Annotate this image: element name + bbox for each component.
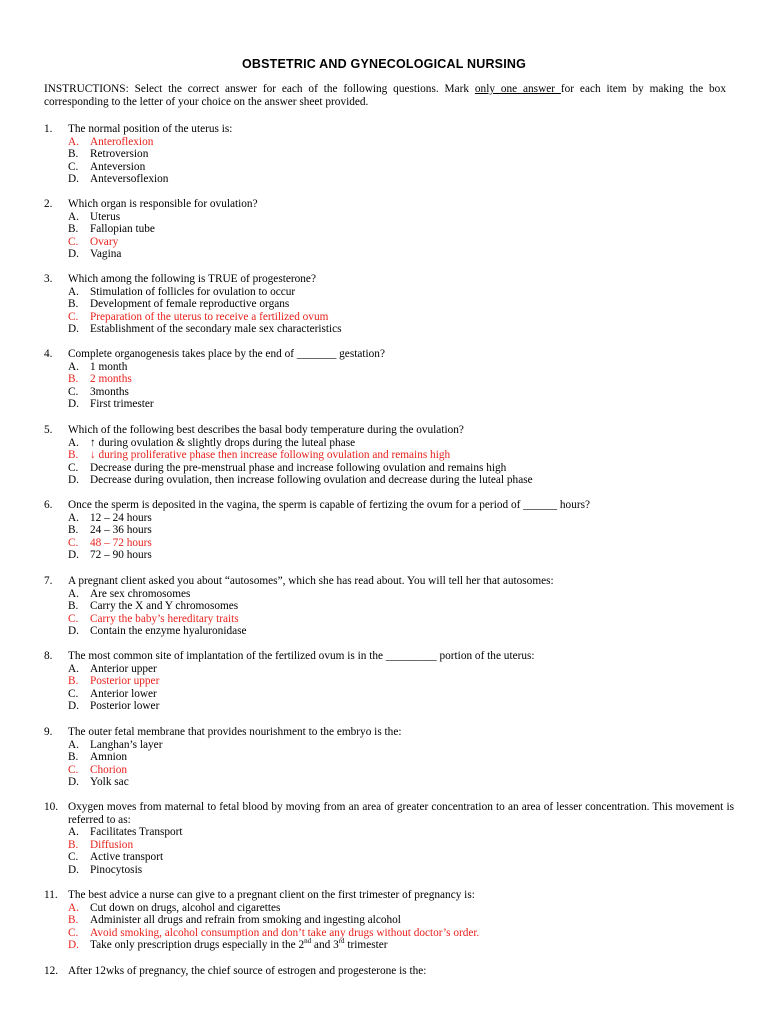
choice-text: Yolk sac bbox=[90, 776, 129, 789]
choice bbox=[44, 939, 734, 952]
choice-letter: C. bbox=[68, 926, 79, 939]
choice-letter: D. bbox=[68, 248, 79, 261]
choice-text: Administer all drugs and refrain from smoking and ingesting alcohol bbox=[90, 914, 401, 927]
choice-letter: D. bbox=[68, 398, 79, 411]
choice-correct bbox=[44, 764, 734, 777]
choice-letter: D. bbox=[68, 474, 79, 487]
instructions bbox=[44, 83, 726, 109]
choice bbox=[44, 902, 734, 915]
choice bbox=[44, 914, 734, 927]
choice bbox=[44, 600, 734, 613]
choice-text: 1 month bbox=[90, 360, 128, 373]
choice-text: Anteversoflexion bbox=[90, 173, 169, 186]
ordinal-suffix: rd bbox=[338, 937, 345, 946]
choice bbox=[44, 386, 734, 399]
choice-text-mid: and 3 bbox=[311, 939, 339, 952]
choice-letter: A. bbox=[68, 662, 79, 675]
choice-correct bbox=[44, 311, 734, 324]
choice-text: Active transport bbox=[90, 851, 164, 864]
choice-text: First trimester bbox=[90, 398, 154, 411]
choice-letter: A. bbox=[68, 901, 79, 914]
choice bbox=[44, 700, 734, 713]
choice bbox=[44, 248, 734, 261]
choice bbox=[44, 826, 734, 839]
question-text: Which of the following best describes the basal body temperature during the ovulation? bbox=[68, 424, 464, 436]
choice-letter: C. bbox=[68, 687, 79, 700]
choice-text: Take only prescription drugs especially in the 2 bbox=[90, 939, 305, 952]
question-7 bbox=[44, 575, 734, 638]
choice-text: Anterior upper bbox=[90, 662, 157, 675]
choice-correct bbox=[44, 927, 734, 940]
choice-text: Anteversion bbox=[90, 160, 146, 173]
choice-text: Langhan’s layer bbox=[90, 738, 163, 751]
choice-letter: B. bbox=[68, 373, 79, 386]
question-text: After 12wks of pregnancy, the chief source of estrogen and progesterone is the: bbox=[68, 965, 427, 977]
choice-correct bbox=[44, 537, 734, 550]
question-3 bbox=[44, 273, 734, 336]
choice-letter: A. bbox=[68, 738, 79, 751]
choice-letter: C. bbox=[68, 763, 79, 776]
choice bbox=[44, 588, 734, 601]
choice bbox=[44, 751, 734, 764]
choice-text: Ovary bbox=[90, 235, 119, 248]
question-9 bbox=[44, 726, 734, 789]
choice-text: 2 months bbox=[90, 373, 132, 386]
choice-letter: D. bbox=[68, 173, 79, 186]
choice-letter: B. bbox=[68, 524, 79, 537]
choice bbox=[44, 437, 734, 450]
choice bbox=[44, 148, 734, 161]
instructions-text: INSTRUCTIONS: Select the correct answer for each of the following questions. Mark bbox=[44, 83, 475, 95]
choice-text: Pinocytosis bbox=[90, 863, 143, 876]
choice-letter: A. bbox=[68, 587, 79, 600]
ordinal-suffix: nd bbox=[304, 937, 312, 946]
question-number: 7. bbox=[44, 575, 53, 587]
choice-text: 12 – 24 hours bbox=[90, 511, 152, 524]
choice-text: Contain the enzyme hyaluronidase bbox=[90, 625, 247, 638]
choice bbox=[44, 549, 734, 562]
choice bbox=[44, 625, 734, 638]
instructions-underlined: only one answer bbox=[474, 83, 561, 95]
choice bbox=[44, 864, 734, 877]
instructions-text-cont: for each item by making the box corresponding to the letter of your choice on the answer sheet provided. bbox=[44, 83, 726, 109]
choice-text: 24 – 36 hours bbox=[90, 524, 152, 537]
choice-letter: D. bbox=[68, 625, 79, 638]
choice-text: ↓ during proliferative phase then increase following ovulation and remains high bbox=[90, 449, 451, 462]
choice-letter: B. bbox=[68, 675, 79, 688]
question-number: 6. bbox=[44, 499, 53, 511]
question-8 bbox=[44, 650, 734, 713]
choice bbox=[44, 776, 734, 789]
choice bbox=[44, 474, 734, 487]
question-11 bbox=[44, 889, 734, 952]
choice bbox=[44, 398, 734, 411]
choice-letter: A. bbox=[68, 285, 79, 298]
choice-letter: B. bbox=[68, 914, 79, 927]
choice-correct bbox=[44, 136, 734, 149]
question-text: Complete organogenesis takes place by the end of _______ gestation? bbox=[68, 348, 385, 360]
choice-text: 3months bbox=[90, 385, 129, 398]
choice-letter: D. bbox=[68, 323, 79, 336]
choice-text: Diffusion bbox=[90, 838, 134, 851]
question-text: Which organ is responsible for ovulation? bbox=[68, 198, 258, 210]
choice bbox=[44, 323, 734, 336]
choice-letter: D. bbox=[68, 776, 79, 789]
choice-letter: B. bbox=[68, 751, 79, 764]
choice-letter: A. bbox=[68, 436, 79, 449]
question-4 bbox=[44, 348, 734, 411]
question-number: 3. bbox=[44, 273, 53, 285]
choice bbox=[44, 524, 734, 537]
choice-letter: A. bbox=[68, 135, 79, 148]
question-text: Oxygen moves from maternal to fetal blood by moving from an area of greater concentration to an area of lesser concentration. This movement is referred to as: bbox=[68, 801, 734, 826]
choice-letter: C. bbox=[68, 536, 79, 549]
choice bbox=[44, 512, 734, 525]
choice-letter: A. bbox=[68, 360, 79, 373]
choice-letter: C. bbox=[68, 461, 79, 474]
choice-letter: B. bbox=[68, 449, 79, 462]
question-number: 5. bbox=[44, 424, 53, 436]
choice-letter: B. bbox=[68, 148, 79, 161]
choice-text: Decrease during the pre-menstrual phase and increase following ovulation and remains high bbox=[90, 461, 507, 474]
choice-text: Carry the baby’s hereditary traits bbox=[90, 612, 239, 625]
choice-text: Preparation of the uterus to receive a fertilized ovum bbox=[90, 310, 329, 323]
choice-text: Development of female reproductive organs bbox=[90, 298, 290, 311]
choice-letter: D. bbox=[68, 939, 79, 952]
choice-letter: D. bbox=[68, 863, 79, 876]
choice bbox=[44, 286, 734, 299]
choice-letter: C. bbox=[68, 160, 79, 173]
question-text: The normal position of the uterus is: bbox=[68, 123, 233, 135]
choice-correct bbox=[44, 839, 734, 852]
choice-text: 48 – 72 hours bbox=[90, 536, 152, 549]
choice-letter: B. bbox=[68, 600, 79, 613]
choice-text: Avoid smoking, alcohol consumption and don’t take any drugs without doctor’s order. bbox=[90, 926, 480, 939]
question-10 bbox=[44, 801, 734, 877]
choice-text: Are sex chromosomes bbox=[90, 587, 191, 600]
choice bbox=[44, 462, 734, 475]
choice bbox=[44, 663, 734, 676]
choice-text: Cut down on drugs, alcohol and cigarettes bbox=[90, 901, 281, 914]
question-5 bbox=[44, 424, 734, 487]
choice bbox=[44, 739, 734, 752]
choice-letter: B. bbox=[68, 223, 79, 236]
choice-text: Anterior lower bbox=[90, 687, 157, 700]
choice-text-end: trimester bbox=[344, 939, 388, 952]
choice-correct bbox=[44, 373, 734, 386]
question-text: Which among the following is TRUE of progesterone? bbox=[68, 273, 316, 285]
choice bbox=[44, 223, 734, 236]
question-text: A pregnant client asked you about “autosomes”, which she has read about. You will tell her that autosomes: bbox=[68, 575, 554, 587]
choice-text: Fallopian tube bbox=[90, 223, 155, 236]
choice-text: Retroversion bbox=[90, 148, 149, 161]
choice-text: 72 – 90 hours bbox=[90, 549, 152, 562]
choice bbox=[44, 688, 734, 701]
choice bbox=[44, 298, 734, 311]
choice-text: Carry the X and Y chromosomes bbox=[90, 600, 239, 613]
choice bbox=[44, 161, 734, 174]
question-number: 12. bbox=[44, 965, 59, 977]
choice-letter: B. bbox=[68, 298, 79, 311]
choice-correct bbox=[44, 675, 734, 688]
choice-letter: D. bbox=[68, 700, 79, 713]
choice-letter: B. bbox=[68, 838, 79, 851]
question-text: The most common site of implantation of the fertilized ovum is in the _________ portion of the uterus: bbox=[68, 650, 535, 662]
question-number: 4. bbox=[44, 348, 53, 360]
choice-text: Decrease during ovulation, then increase following ovulation and decrease during the luteal phase bbox=[90, 474, 533, 487]
choice-letter: C. bbox=[68, 612, 79, 625]
choice-text: Facilitates Transport bbox=[90, 826, 183, 839]
question-2 bbox=[44, 198, 734, 261]
choice-text: Chorion bbox=[90, 763, 128, 776]
choice-text: ↑ during ovulation & slightly drops during the luteal phase bbox=[90, 436, 356, 449]
question-number: 8. bbox=[44, 650, 53, 662]
question-number: 11. bbox=[44, 889, 58, 901]
choice-text: Anteroflexion bbox=[90, 135, 154, 148]
question-number: 1. bbox=[44, 123, 53, 135]
choice-text: Posterior lower bbox=[90, 700, 160, 713]
choice bbox=[44, 211, 734, 224]
question-text: Once the sperm is deposited in the vagina, the sperm is capable of fertizing the ovum for a period of ______ hours? bbox=[68, 499, 591, 511]
question-number: 10. bbox=[44, 801, 59, 813]
choice-text: Stimulation of follicles for ovulation to occur bbox=[90, 285, 296, 298]
question-number: 9. bbox=[44, 726, 53, 738]
page-title: OBSTETRIC AND GYNECOLOGICAL NURSING bbox=[241, 57, 527, 71]
choice bbox=[44, 173, 734, 186]
choice-letter: D. bbox=[68, 549, 79, 562]
choice-correct bbox=[44, 236, 734, 249]
choice-correct bbox=[44, 449, 734, 462]
choice bbox=[44, 851, 734, 864]
question-6 bbox=[44, 499, 734, 562]
choice-letter: A. bbox=[68, 826, 79, 839]
question-1 bbox=[44, 123, 734, 186]
choice bbox=[44, 361, 734, 374]
choice-letter: C. bbox=[68, 851, 79, 864]
choice-letter: A. bbox=[68, 210, 79, 223]
choice-correct bbox=[44, 613, 734, 626]
question-12 bbox=[44, 965, 734, 978]
choice-text: Uterus bbox=[90, 210, 121, 223]
choice-text: Amnion bbox=[90, 751, 128, 764]
choice-text: Establishment of the secondary male sex characteristics bbox=[90, 323, 342, 336]
question-text: The outer fetal membrane that provides nourishment to the embryo is the: bbox=[68, 726, 402, 738]
choice-text: Posterior upper bbox=[90, 675, 160, 688]
choice-letter: C. bbox=[68, 310, 79, 323]
choice-text: Vagina bbox=[90, 248, 122, 261]
question-number: 2. bbox=[44, 198, 53, 210]
question-text: The best advice a nurse can give to a pregnant client on the first trimester of pregnancy is: bbox=[68, 889, 475, 901]
choice-letter: A. bbox=[68, 511, 79, 524]
choice-letter: C. bbox=[68, 235, 79, 248]
choice-letter: C. bbox=[68, 385, 79, 398]
